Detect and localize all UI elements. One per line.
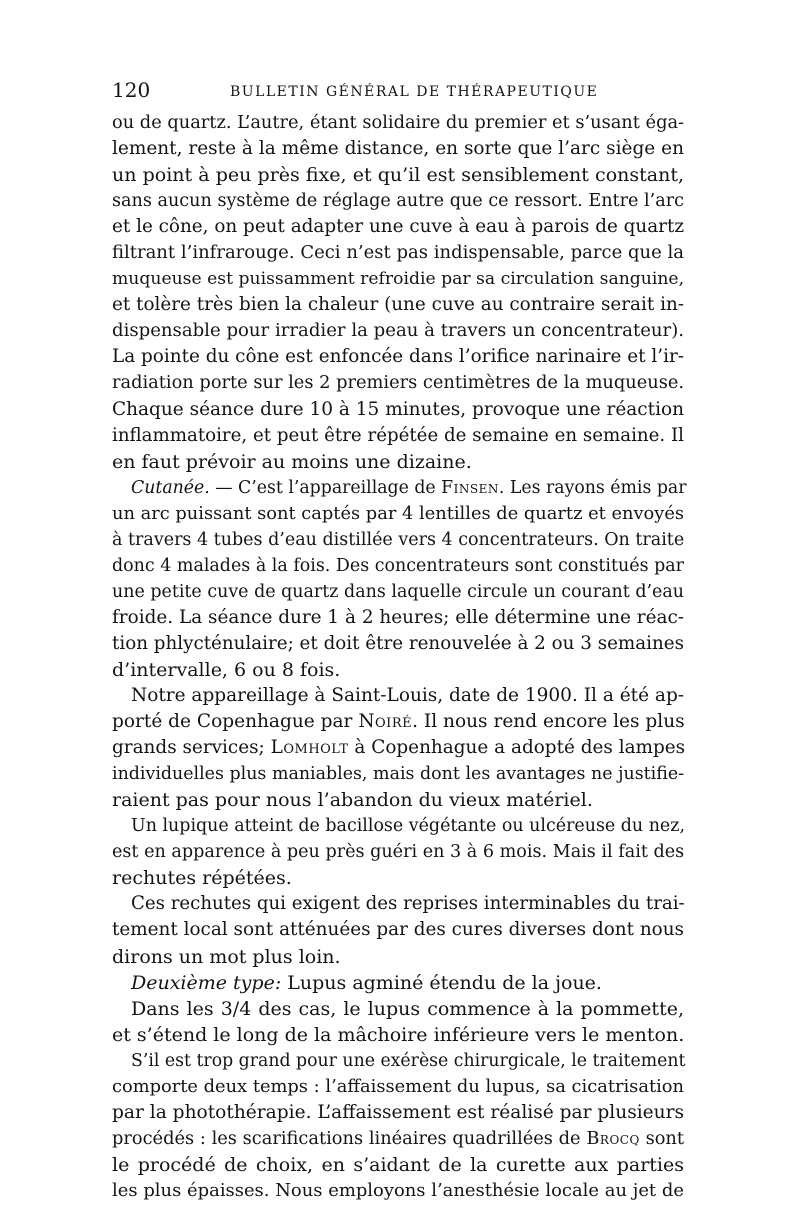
text-line: Dans les 3/4 des cas, le lupus commence à la pommette, (131, 997, 684, 1020)
text-line: Ces rechutes qui exigent des reprises interminables du trai- (131, 893, 685, 915)
text-line (112, 709, 684, 735)
text-line: tion phlycténulaire; et doit être renouvelée à 2 ou 3 semaines (112, 632, 684, 654)
text-line (112, 475, 687, 501)
text-line: est en apparence à peu près guéri en 3 à 6 mois. Mais il fait des (112, 842, 685, 863)
text-run: . Il nous rend encore les plus (412, 711, 685, 733)
text-line: donc 4 malades à la fois. Des concentrateurs sont constitués par (112, 555, 684, 576)
text-line (112, 735, 684, 761)
text-line: en faut prévoir au moins une dizaine. (112, 450, 472, 473)
text-line: un arc puissant sont captés par 4 lentilles de quartz et envoyés (112, 502, 685, 524)
text-line (112, 970, 684, 996)
author-name-noire: Noiré (358, 711, 413, 733)
text-line: un point à peu près fixe, et qu’il est sensiblement constant, (112, 164, 684, 187)
text-line: dispensable pour irradier la peau à travers un concentrateur). (112, 320, 684, 342)
text-run: grands services; (112, 737, 271, 759)
text-run: Lupus agminé étendu de la joue. (281, 971, 602, 994)
text-line: à travers 4 tubes d’eau distillée vers 4 concentrateurs. On traite (112, 529, 685, 550)
text-line: froide. La séance dure 1 à 2 heures; elle détermine une réac- (112, 606, 684, 628)
text-line: Un lupique atteint de bacillose végétante ou ulcéreuse du nez, (131, 816, 685, 837)
text-line: individuelles plus maniables, mais dont les avantages ne justifie- (112, 764, 684, 785)
text-run: sont (639, 1127, 684, 1149)
text-line: lement, reste à la même distance, en sorte que l’arc siège en (112, 138, 684, 160)
text-run: porté de Copenhague par (112, 711, 359, 733)
author-name-lomholt: Lomholt (270, 737, 349, 759)
text-line: rechutes répétées. (112, 867, 292, 890)
text-line: Chaque séance dure 10 à 15 minutes, provoque une réaction (112, 398, 684, 420)
text-line: par la photothérapie. L’affaissement est réalisé par plusieurs (112, 1101, 685, 1123)
text-line: comporte deux temps : l’affaissement du lupus, sa cicatrisation (112, 1075, 684, 1097)
text-line: et tolère très bien la chaleur (une cuve au contraire serait in- (112, 294, 684, 316)
text-run: — C’est l’appareillage de (209, 477, 442, 498)
text-line: filtrant l’infrarouge. Ceci n’est pas indispensable, parce que la (112, 242, 684, 264)
text-line: sans aucun système de réglage autre que ce ressort. Entre l’arc (112, 191, 684, 212)
text-line: inflammatoire, et peut être répétée de semaine en semaine. Il (112, 424, 684, 446)
text-run: procédés : les scarifications linéaires quadrillées de (112, 1127, 587, 1149)
text-line: La pointe du cône est enfoncée dans l’orifice narinaire et l’ir- (112, 346, 684, 368)
author-name-brocq: Brocq (586, 1127, 640, 1149)
text-line: tement local sont atténuées par des cures diverses dont nous (112, 919, 684, 941)
text-line: et s’étend le long de la mâchoire inférieure vers le menton. (112, 1023, 685, 1046)
text-line: Notre appareillage à Saint-Louis, date de 1900. Il a été ap- (131, 685, 685, 707)
text-line: raient pas pour nous l’abandon du vieux matériel. (112, 789, 593, 812)
page-number: 120 (112, 78, 151, 102)
page-header (112, 80, 684, 106)
text-line: et le cône, on peut adapter une cuve à eau à parois de quartz (112, 216, 684, 238)
text-run: . Les rayons émis par (498, 477, 687, 498)
text-line: muqueuse est puissamment refroidie par sa circulation sanguine, (112, 269, 685, 290)
text-line (112, 1126, 684, 1152)
body-text (112, 110, 687, 1204)
text-run: à Copenhague a adopté des lampes (348, 737, 686, 759)
text-line: d’intervalle, 6 ou 8 fois. (112, 658, 341, 681)
running-title: BULLETIN GÉNÉRAL DE THÉRAPEUTIQUE (230, 84, 599, 100)
text-line: les plus épaisses. Nous employons l’anesthésie locale au jet de (112, 1179, 684, 1201)
text-line: une petite cuve de quartz dans laquelle circule un courant d’eau (112, 581, 684, 602)
section-label-deuxieme-type: Deuxième type: (131, 971, 282, 994)
author-name-finsen: Finsen (441, 477, 499, 498)
section-label-cutanee: Cutanée. (131, 477, 210, 498)
text-line: S’il est trop grand pour une exérèse chirurgicale, le traitement (131, 1050, 686, 1071)
text-line: radiation porte sur les 2 premiers centimètres de la muqueuse. (112, 372, 684, 394)
text-line: dirons un mot plus loin. (112, 945, 341, 968)
text-line: le procédé de choix, en s’aidant de la curette aux parties (112, 1153, 684, 1176)
text-line: ou de quartz. L’autre, étant solidaire du premier et s’usant éga- (112, 112, 685, 133)
